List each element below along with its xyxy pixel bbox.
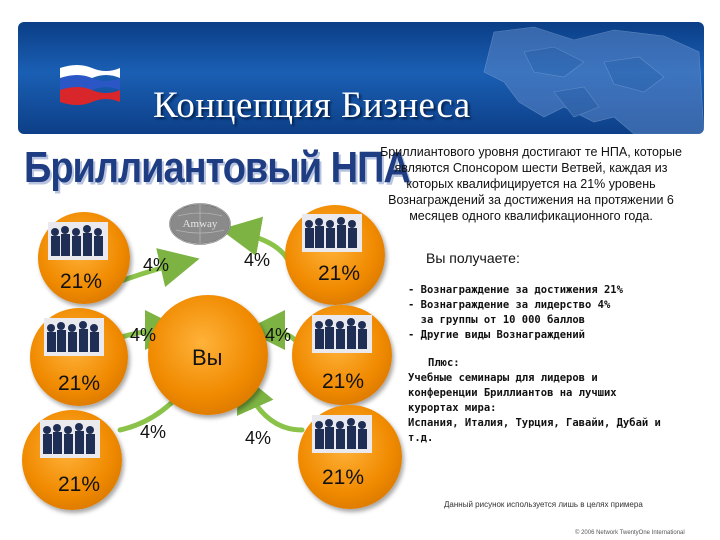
plus-line: т.д. xyxy=(408,432,434,444)
reward-item: за группы от 10 000 баллов xyxy=(408,314,586,326)
reward-item: - Вознаграждение за достижения 21% xyxy=(408,284,623,296)
page-title: Концепция Бизнеса xyxy=(153,85,471,126)
link-percent-label: 4% xyxy=(265,325,292,345)
people-group-icon xyxy=(44,318,104,356)
receive-label: Вы получаете: xyxy=(426,250,520,266)
people-group-icon xyxy=(312,415,372,453)
people-group-icon xyxy=(48,222,108,260)
link-percent-label: 4% xyxy=(140,422,167,442)
people-group-icon xyxy=(40,420,100,458)
leg-percent-label: 21% xyxy=(60,270,103,293)
link-percent-label: 4% xyxy=(143,255,170,275)
disclaimer-note: Данный рисунок используется лишь в целях примера xyxy=(444,500,643,509)
reward-item: - Вознаграждение за лидерство 4% xyxy=(408,299,611,311)
reward-item: - Другие виды Вознаграждений xyxy=(408,329,586,341)
plus-line: конференции Бриллиантов на лучших xyxy=(408,387,617,399)
copyright-text: © 2006 Network TwentyOne International xyxy=(575,530,685,536)
logo-text: Amway xyxy=(182,218,218,230)
people-group-icon xyxy=(312,315,372,353)
plus-line: курортах мира: xyxy=(408,402,497,414)
people-group-icon xyxy=(302,214,362,252)
leg-percent-label: 21% xyxy=(322,466,365,489)
leg-percent-label: 21% xyxy=(318,262,361,285)
subtitle: Бриллиантовый НПА xyxy=(24,144,410,193)
leg-percent-label: 21% xyxy=(58,372,101,395)
leg-percent-label: 21% xyxy=(322,370,365,393)
description-text: Бриллиантового уровня достигают те НПА, которые являются Спонсором шести Ветвей, каждая из которых квалифицируется на 21% уровень Вознаграждений за достижения на протяжении 6 месяцев одного квалификационного года. xyxy=(380,145,682,223)
leg-percent-label: 21% xyxy=(58,473,101,496)
link-percent-label: 4% xyxy=(245,428,272,448)
plus-line: Испания, Италия, Турция, Гавайи, Дубай и xyxy=(408,417,661,429)
link-percent-label: 4% xyxy=(244,250,271,270)
plus-line: Учебные семинары для лидеров и xyxy=(408,372,598,384)
plus-heading: Плюс: xyxy=(428,357,460,369)
center-you-label: Вы xyxy=(192,345,223,370)
link-percent-label: 4% xyxy=(130,325,157,345)
